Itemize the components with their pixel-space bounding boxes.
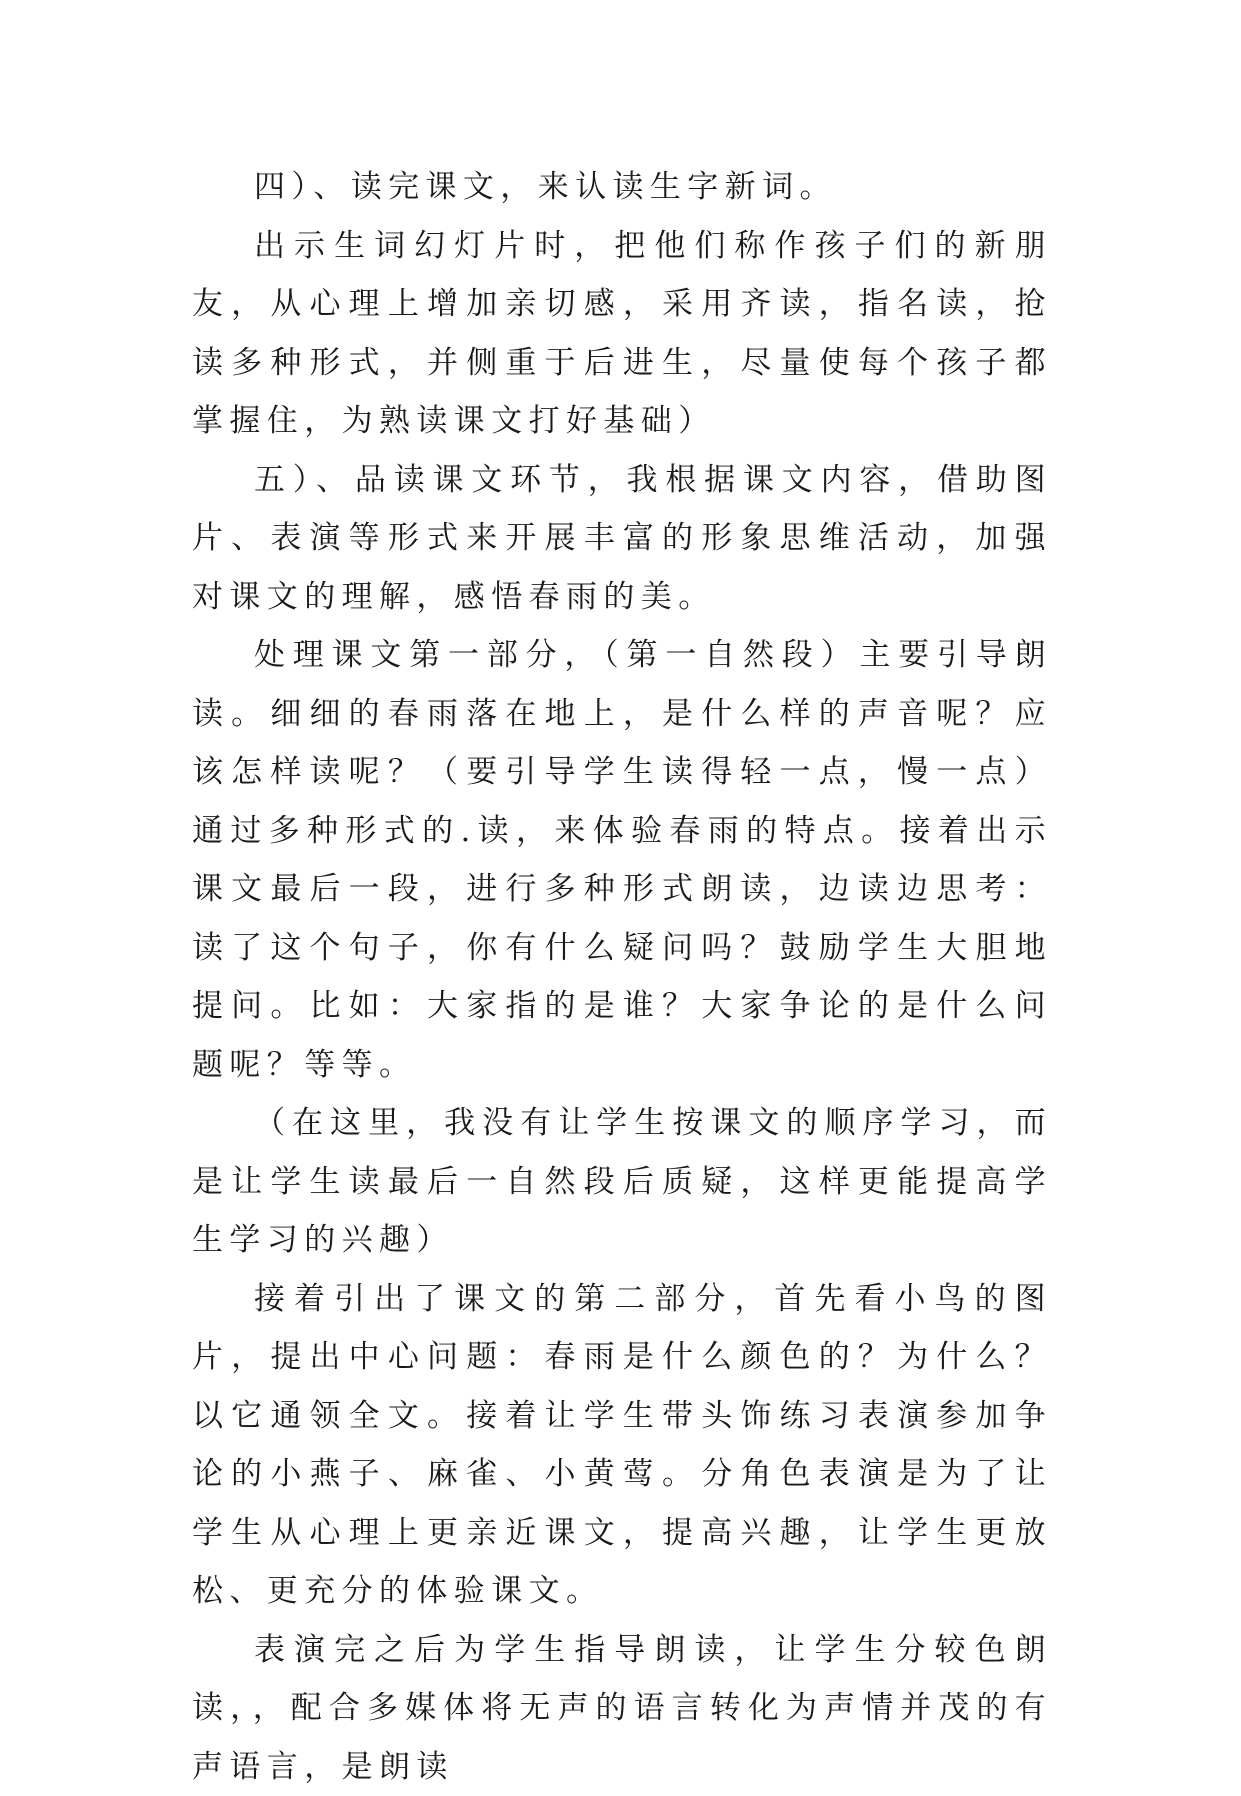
paragraph-note: （在这里，我没有让学生按课文的顺序学习，而是让学生读最后一自然段后质疑，这样更能提高学生学习的兴趣） bbox=[192, 1094, 1052, 1270]
paragraph-step-four: 四）、读完课文，来认读生字新词。 bbox=[192, 158, 1052, 217]
paragraph-new-words: 出示生词幻灯片时，把他们称作孩子们的新朋友，从心理上增加亲切感，采用齐读，指名读，抢读多种形式，并侧重于后进生，尽量使每个孩子都掌握住，为熟读课文打好基础） bbox=[192, 217, 1052, 451]
document-body bbox=[192, 158, 1052, 1796]
paragraph-guided-reading: 表演完之后为学生指导朗读，让学生分较色朗读，，配合多媒体将无声的语言转化为声情并茂的有声语言，是朗读 bbox=[192, 1621, 1052, 1796]
paragraph-step-five: 五）、品读课文环节，我根据课文内容，借助图片、表演等形式来开展丰富的形象思维活动，加强对课文的理解，感悟春雨的美。 bbox=[192, 451, 1052, 627]
paragraph-part-one: 处理课文第一部分，（第一自然段）主要引导朗读。细细的春雨落在地上，是什么样的声音呢？应该怎样读呢？（要引导学生读得轻一点，慢一点）通过多种形式的.读，来体验春雨的特点。接着出示课文最后一段，进行多种形式朗读，边读边思考：读了这个句子，你有什么疑问吗？鼓励学生大胆地提问。比如：大家指的是谁？大家争论的是什么问题呢？等等。 bbox=[192, 626, 1052, 1094]
paragraph-part-two: 接着引出了课文的第二部分，首先看小鸟的图片，提出中心问题：春雨是什么颜色的？为什么？以它通领全文。接着让学生带头饰练习表演参加争论的小燕子、麻雀、小黄莺。分角色表演是为了让学生从心理上更亲近课文，提高兴趣，让学生更放松、更充分的体验课文。 bbox=[192, 1270, 1052, 1621]
